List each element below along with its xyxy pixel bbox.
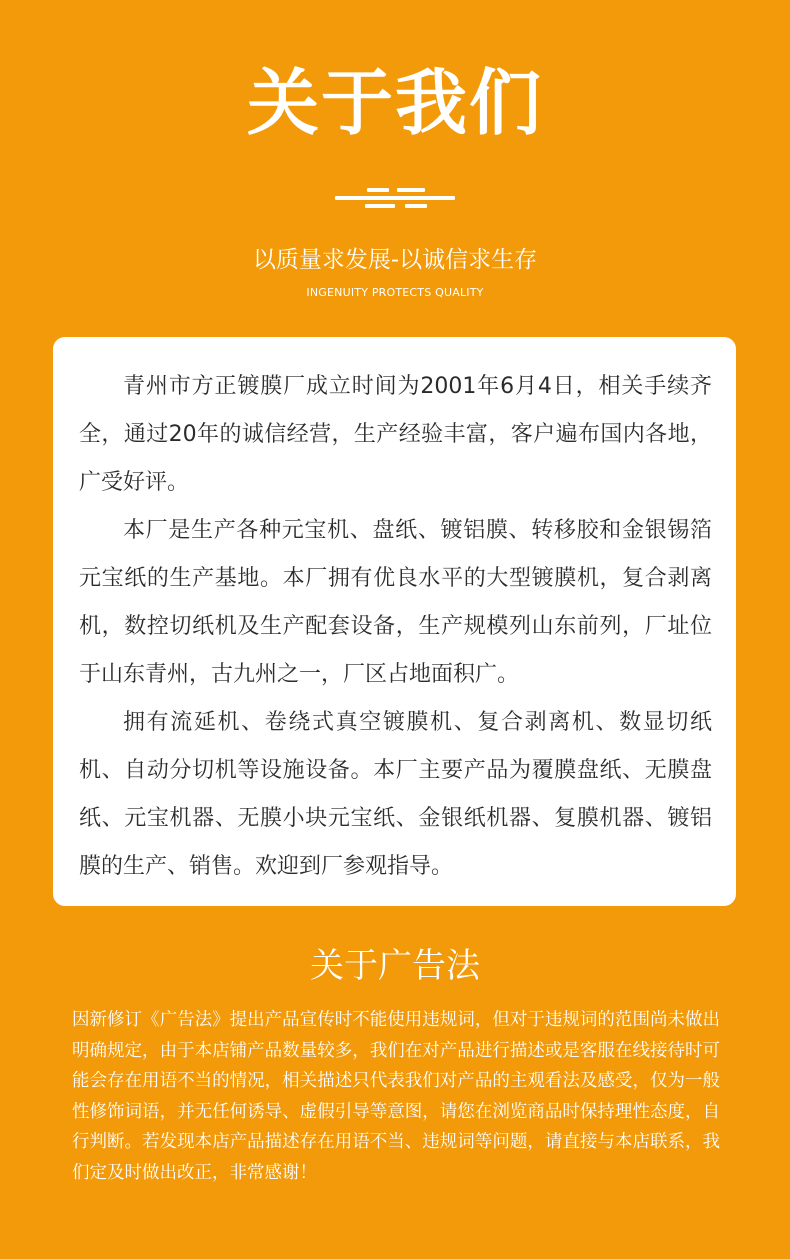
intro-card <box>53 337 736 906</box>
ad-law-title: 关于广告法 <box>310 946 480 986</box>
ad-law-text: 因新修订《广告法》提出产品宣传时不能使用违规词，但对于违规词的范围尚未做出明确规定，由于本店铺产品数量较多，我们在对产品进行描述或是客服在线接待时可能会存在用语不当的情况，相关描述只代表我们对产品的主观看法及感受，仅为一般性修饰词语，并无任何诱导、虚假引导等意图，请您在浏览商品时保持理性态度，自行判断。若发现本店产品描述存在用语不当、违规词等问题，请直接与本店联系，我们定及时做出改正，非常感谢！ <box>72 1010 720 1183</box>
title-divider <box>335 183 455 213</box>
intro-paragraph: 青州市方正镀膜厂成立时间为2001年6月4日，相关手续齐全，通过20年的诚信经营，生产经验丰富，客户遍布国内各地，广受好评。 <box>79 374 712 495</box>
slogan-english: INGENUITY PROTECTS QUALITY <box>306 286 484 299</box>
intro-paragraph: 本厂是生产各种元宝机、盘纸、镀铝膜、转移胶和金银锡箔元宝纸的生产基地。本厂拥有优良水平的大型镀膜机，复合剥离机，数控切纸机及生产配套设备，生产规模列山东前列，厂址位于山东青州，古九州之一，厂区占地面积广。 <box>79 518 712 687</box>
intro-paragraph: 拥有流延机、卷绕式真空镀膜机、复合剥离机、数显切纸机、自动分切机等设施设备。本厂主要产品为覆膜盘纸、无膜盘纸、元宝机器、无膜小块元宝纸、金银纸机器、复膜机器、镀铝膜的生产、销售。欢迎到厂参观指导。 <box>79 710 712 879</box>
page-title: 关于我们 <box>246 61 543 145</box>
slogan: 以质量求发展-以诚信求生存 <box>252 247 538 273</box>
